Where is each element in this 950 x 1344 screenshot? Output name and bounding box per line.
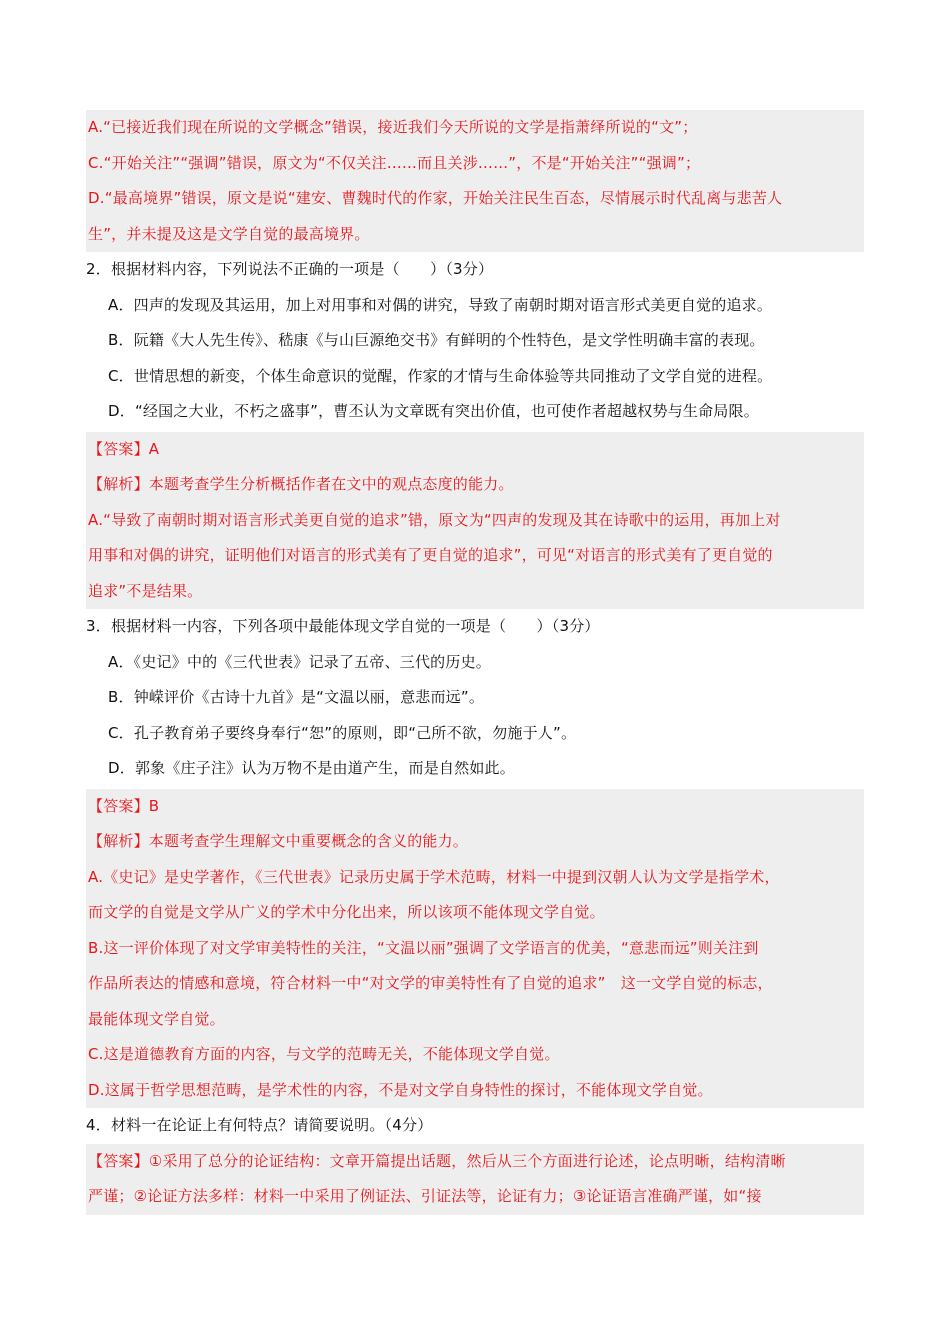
question-2-stem: 2．根据材料内容，下列说法不正确的一项是（ ）（3分）: [86, 260, 494, 278]
question-3-option-b: B．钟嵘评价《古诗十九首》是“文温以丽，意悲而远”。: [108, 688, 485, 706]
analysis-line: C.“开始关注”“强调”错误，原文为“不仅关注……而且关涉……”，不是“开始关注”“强调”；: [88, 153, 701, 172]
q2-answer-block: [86, 432, 864, 610]
analysis-line: 【解析】本题考查学生理解文中重要概念的含义的能力。: [88, 832, 469, 850]
analysis-line: 【解析】本题考查学生分析概括作者在文中的观点态度的能力。: [88, 475, 514, 493]
question-3-option-d: D．郭象《庄子注》认为万物不是由道产生，而是自然如此。: [108, 759, 515, 777]
answer-line: 【答案】A: [88, 439, 160, 458]
analysis-line: B.这一评价体现了对文学审美特性的关注，“文温以丽”强调了文学语言的优美，“意悲而远”则关注到: [88, 938, 759, 957]
answer-line: 严谨；②论证方法多样：材料一中采用了例证法、引证法等，论证有力；③论证语言准确严谨，如“接: [88, 1187, 762, 1205]
question-3-option-c: C．孔子教育弟子要终身奉行“恕”的原则，即“己所不欲，勿施于人”。: [108, 723, 577, 742]
answer-line: 【答案】①采用了总分的论证结构：文章开篇提出话题，然后从三个方面进行论述，论点明晰，结构清晰: [88, 1151, 786, 1170]
analysis-line: C.这是道德教育方面的内容，与文学的范畴无关，不能体现文学自觉。: [88, 1045, 560, 1063]
analysis-line: 追求”不是结果。: [88, 581, 203, 600]
question-2-option-d: D．“经国之大业，不朽之盛事”，曹丕认为文章既有突出价值，也可使作者超越权势与生命局限。: [108, 402, 759, 420]
analysis-line: 用事和对偶的讲究，证明他们对语言的形式美有了更自觉的追求”，可见“对语言的形式美有了更自觉的: [88, 546, 773, 564]
analysis-line: 而文学的自觉是文学从广义的学术中分化出来，所以该项不能体现文学自觉。: [88, 903, 605, 921]
question-2-option-b: B．阮籍《大人先生传》、嵇康《与山巨源绝交书》有鲜明的个性特色，是文学性明确丰富的表现。: [108, 331, 765, 349]
question-3-option-a: A．《史记》中的《三代世表》记录了五帝、三代的历史。: [108, 652, 491, 671]
question-2-option-a: A．四声的发现及其运用，加上对用事和对偶的讲究，导致了南朝时期对语言形式美更自觉的追求。: [108, 295, 773, 314]
question-4-stem: 4．材料一在论证上有何特点？请简要说明。（4分）: [86, 1116, 433, 1134]
analysis-line: A.《史记》是史学著作，《三代世表》记录历史属于学术范畴，材料一中提到汉朝人认为文学是指学术，: [88, 867, 780, 886]
q4-answer-block: [86, 1144, 864, 1215]
q1-analysis-block: [86, 110, 864, 252]
q3-answer-block: [86, 789, 864, 1109]
analysis-line: D.“最高境界”错误，原文是说“建安、曹魏时代的作家，开始关注民生百态，尽情展示时代乱离与悲苦人: [88, 189, 783, 207]
analysis-line: 作品所表达的情感和意境，符合材料一中“对文学的审美特性有了自觉的追求” 这一文学自觉的标志，: [88, 974, 773, 992]
analysis-line: 最能体现文学自觉。: [88, 1009, 225, 1028]
question-3-stem: 3．根据材料一内容，下列各项中最能体现文学自觉的一项是（ ）（3分）: [86, 617, 600, 635]
analysis-line: D.这属于哲学思想范畴，是学术性的内容，不是对文学自身特性的探讨，不能体现文学自觉。: [88, 1080, 713, 1099]
analysis-line: A.“导致了南朝时期对语言形式美更自觉的追求”错，原文为“四声的发现及其在诗歌中的运用，再加上对: [88, 510, 781, 529]
question-2-option-c: C．世情思想的新变，个体生命意识的觉醒，作家的才情与生命体验等共同推动了文学自觉的进程。: [108, 366, 773, 385]
answer-line: 【答案】B: [88, 796, 160, 815]
analysis-line: 生”，并未提及这是文学自觉的最高境界。: [88, 224, 370, 243]
document-page: [86, 110, 864, 1215]
analysis-line: A.“已接近我们现在所说的文学概念”错误，接近我们今天所说的文学是指萧绎所说的“文”；: [88, 118, 698, 136]
